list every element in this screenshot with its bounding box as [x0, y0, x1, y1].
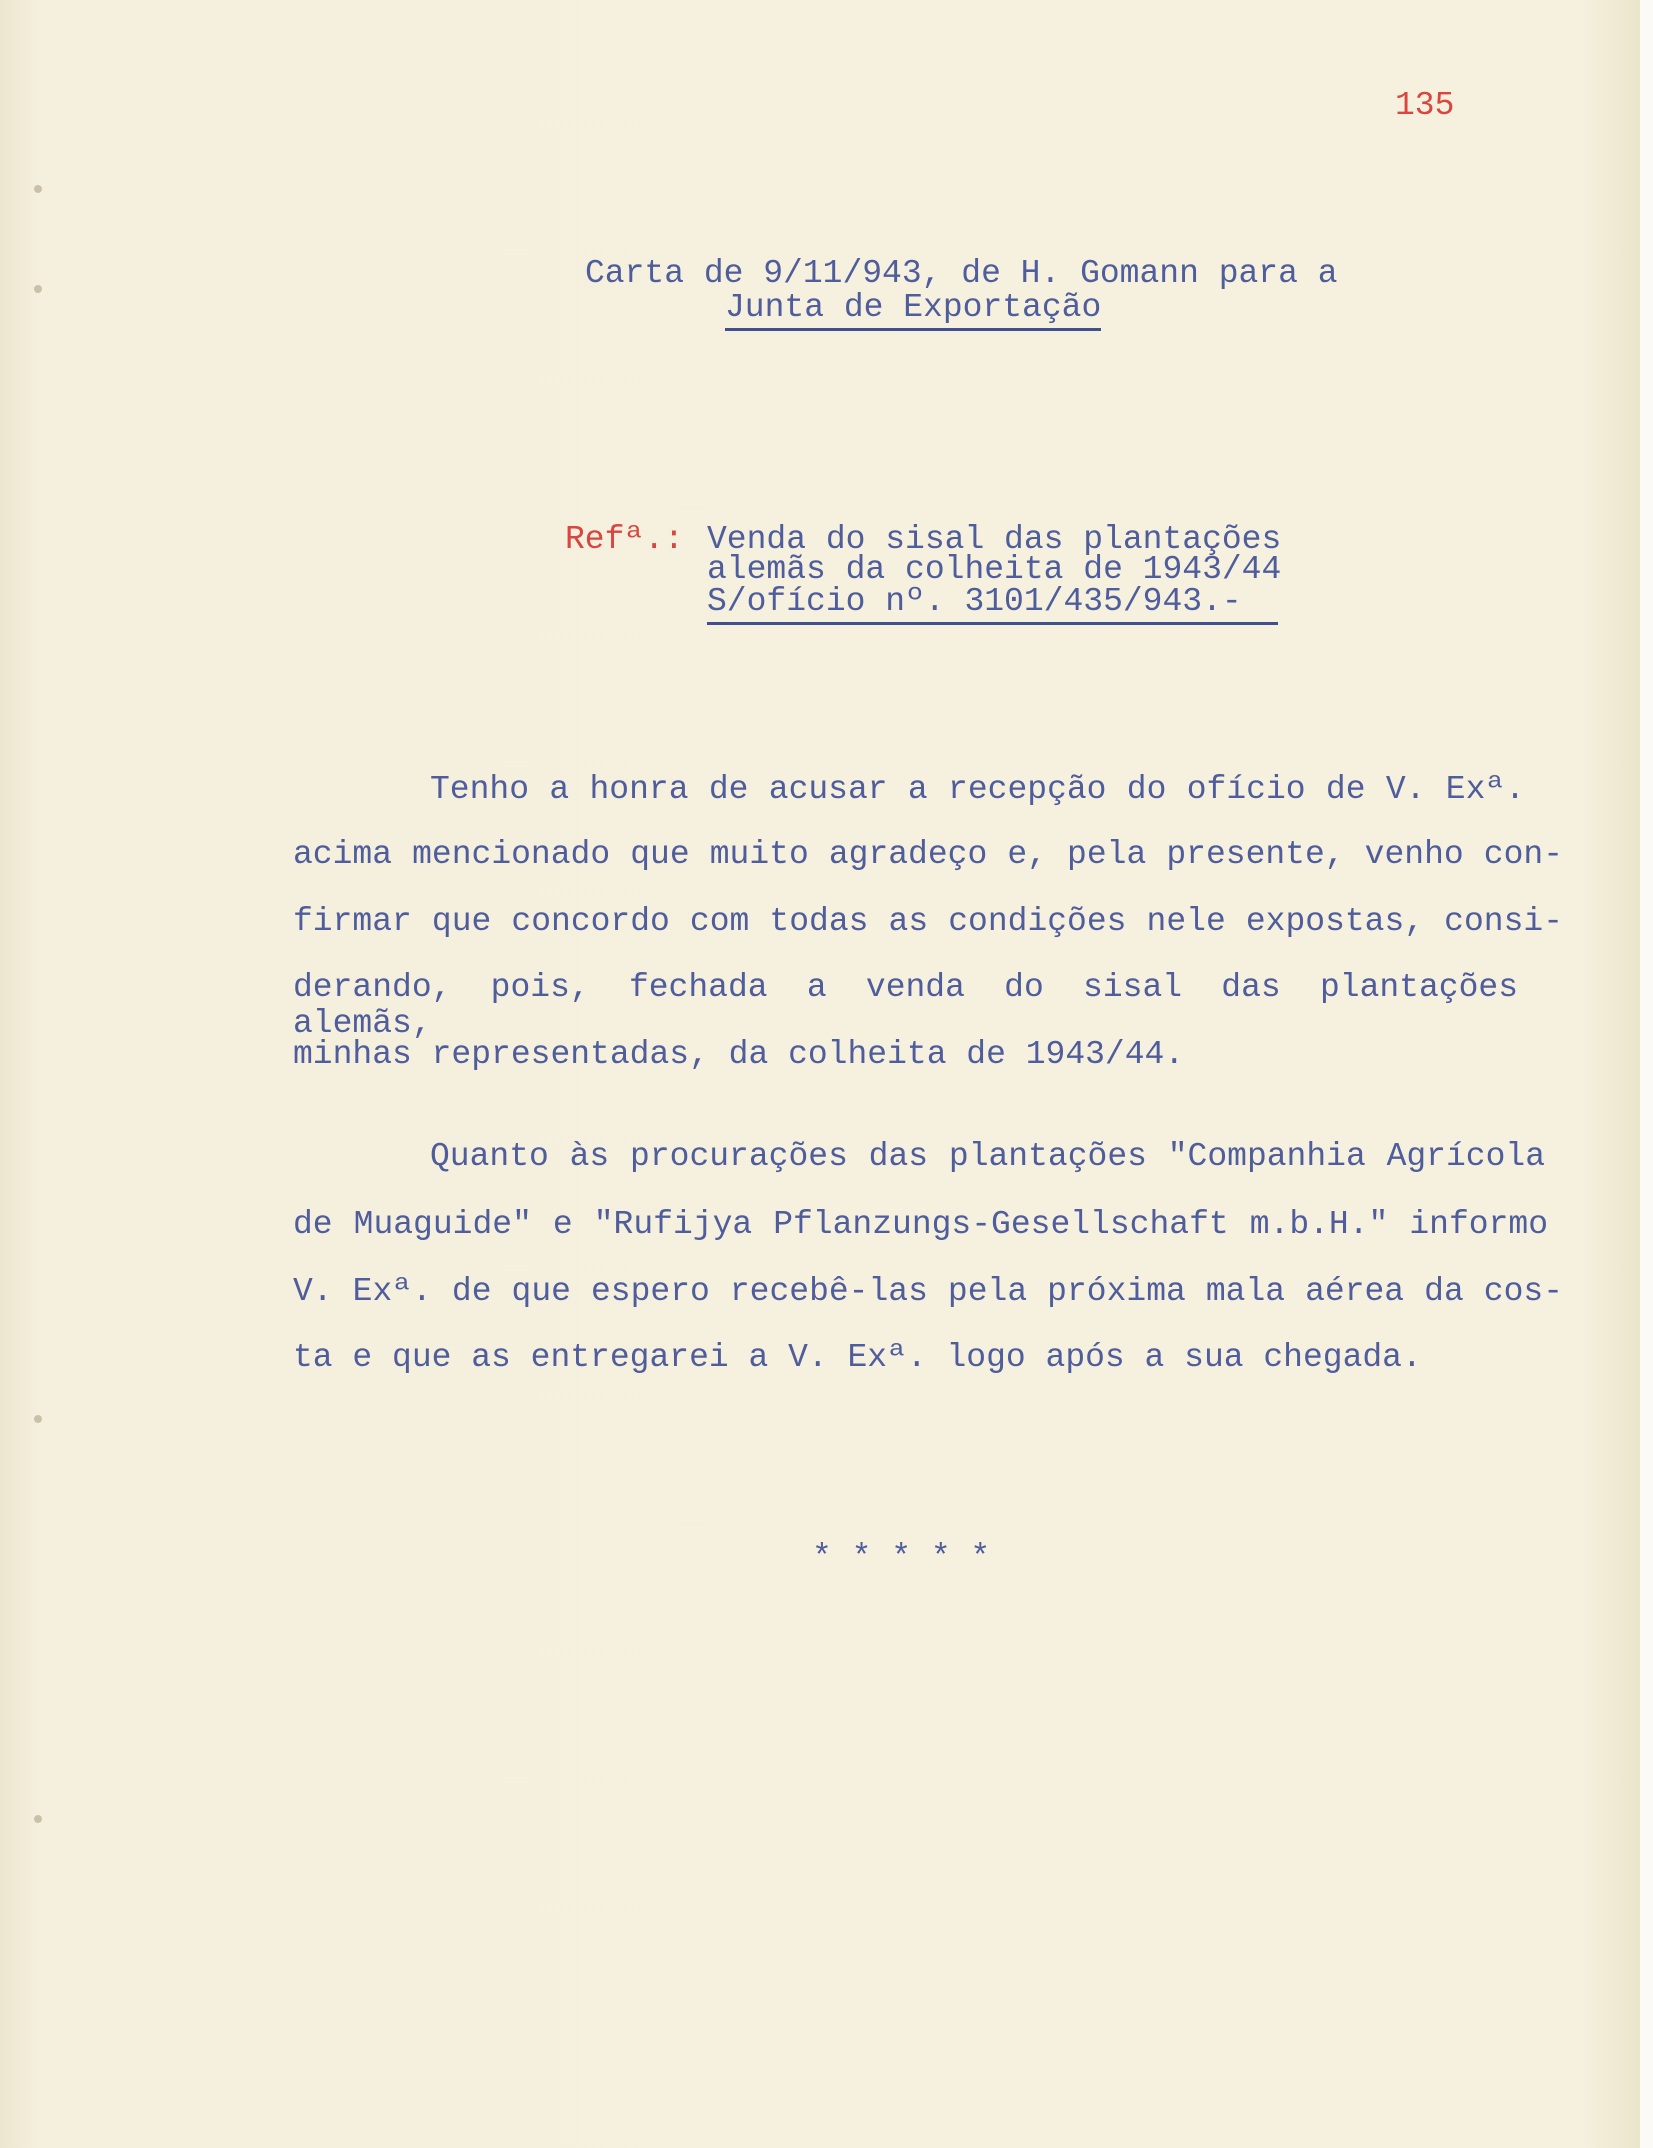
paragraph-1-line: firmar que concordo com todas as condições nele expostas, consi-: [293, 903, 1563, 940]
paragraph-2-line: V. Exª. de que espero recebê-las pela próxima mala aérea da cos-: [293, 1273, 1563, 1310]
paragraph-1-line: derando, pois, fechada a venda do sisal das plantações alemãs,: [293, 969, 1518, 1042]
header-line-1: Carta de 9/11/943, de H. Gomann para a: [585, 255, 1338, 292]
paragraph-1-line: Tenho a honra de acusar a recepção do ofício de V. Exª.: [430, 771, 1525, 808]
paragraph-2-line: de Muaguide" e "Rufijya Pflanzungs-Gesellschaft m.b.H." informo: [293, 1206, 1548, 1243]
binding-hole: [34, 285, 42, 293]
paragraph-1-line: acima mencionado que muito agradeço e, pela presente, venho con-: [293, 836, 1563, 873]
reference-line-1: Venda do sisal das plantações: [707, 521, 1282, 558]
binding-hole: [34, 1415, 42, 1423]
paragraph-2-line: ta e que as entregarei a V. Exª. logo após a sua chegada.: [293, 1339, 1422, 1376]
header-line-2: Junta de Exportação: [725, 289, 1101, 331]
reference-label: Refª.:: [565, 521, 684, 558]
reference-line-2: alemãs da colheita de 1943/44: [707, 551, 1282, 588]
closing-asterisks: * * * * *: [812, 1539, 991, 1576]
paragraph-1-line: minhas representadas, da colheita de 1943/44.: [293, 1036, 1185, 1073]
binding-hole: [34, 1815, 42, 1823]
reference-line-3: S/ofício nº. 3101/435/943.-: [707, 583, 1278, 625]
page-number: 135: [1395, 87, 1455, 124]
binding-hole: [34, 185, 42, 193]
paragraph-2-line: Quanto às procurações das plantações "Companhia Agrícola: [430, 1138, 1545, 1175]
page-edge: [1640, 0, 1653, 2148]
